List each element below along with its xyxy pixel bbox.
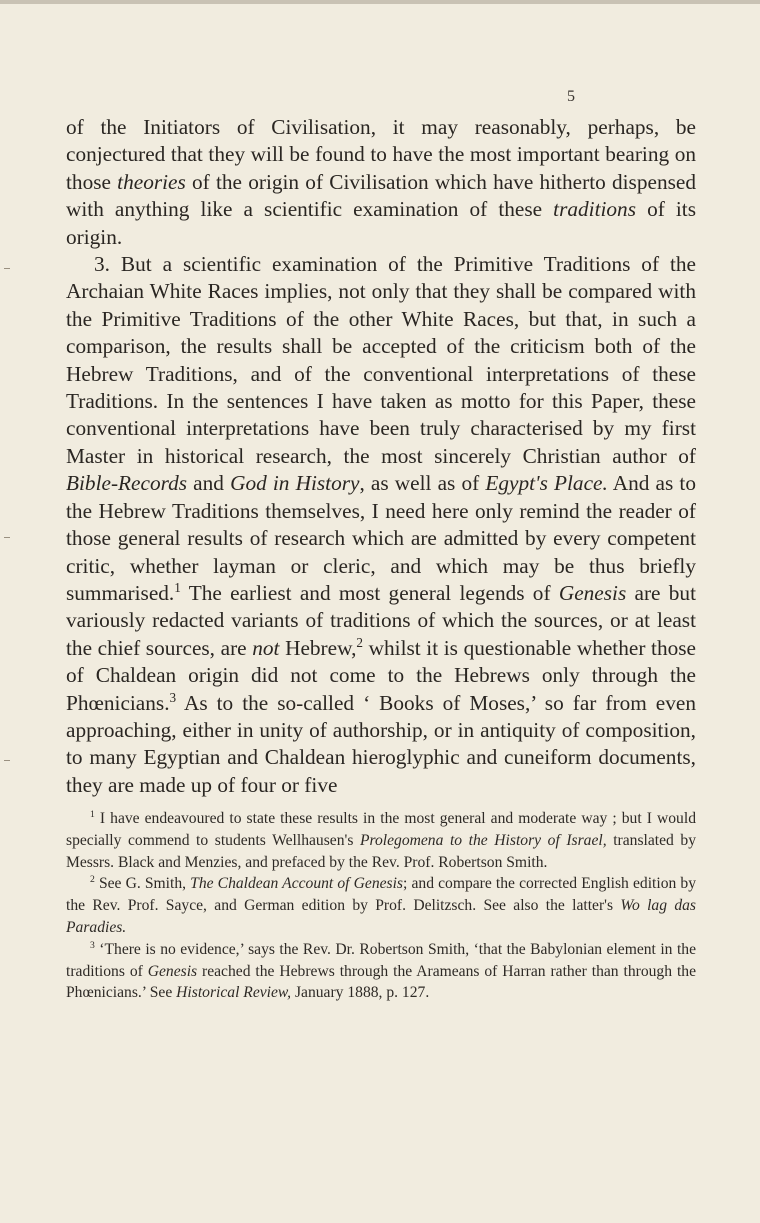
italic-run: God in History	[230, 471, 360, 496]
italic-run: Historical Review,	[176, 984, 292, 1002]
text-run: Hebrew,	[279, 635, 357, 660]
italic-run: Genesis	[558, 580, 627, 605]
footnote-1	[66, 808, 696, 873]
footnote-2	[66, 873, 696, 938]
italic-run: traditions	[553, 197, 636, 222]
italic-run: The Chaldean Account of Genesis	[190, 875, 404, 893]
footnote-mark: 3	[90, 939, 95, 951]
footnotes	[66, 808, 696, 1004]
italic-run: Wo lag das Paradies.	[66, 897, 696, 936]
page-number: 5	[567, 88, 575, 105]
text-run: of the origin of Civilisation which have hitherto dispensed with anything like a scientific examination of these	[66, 169, 696, 222]
text-run: translated by Messrs. Black and Menzies, and prefaced by the Rev. Prof. Robertson Smith.	[66, 831, 696, 871]
footnote-3	[66, 939, 696, 1004]
text-run: January 1888, p. 127.	[291, 984, 430, 1002]
footnote-ref: 1	[174, 579, 181, 595]
page-top-edge	[0, 0, 760, 4]
text-run: As to the so-called ‘ Books of Moses,’ so far from even approaching, either in unity of authorship, or in antiquity of composition, to many Egyptian and Chaldean hieroglyphic and cuneiform documents, they are made up of four or five	[66, 690, 696, 797]
text-run: 3. But a scientific examination of the Primitive Traditions of the Archaian White Races implies, not only that they shall be compared with the Primitive Traditions of the other White Races, but that, in such a comparison, the results shall be accepted of the criticism both of the Hebrew Traditions, and of the conventional interpretations of these Traditions. In the sentences I have taken as motto for this Paper, these conventional interpretations have been truly characterised by my first Master in historical research, the most sincerely Christian author of	[66, 252, 696, 468]
main-text	[66, 114, 696, 799]
footnote-mark: 1	[90, 809, 95, 821]
text-run: and	[187, 471, 231, 496]
text-run: of the Initiators of Civilisation, it may reasonably, perhaps, be conjectured that they will be found to have the most important bearing on those	[66, 115, 696, 194]
italic-run: Egypt's Place.	[485, 471, 608, 496]
paragraph-continuation	[66, 114, 696, 251]
italic-run: not	[252, 635, 280, 660]
text-run: , as well as of	[359, 471, 486, 496]
italic-run: Bible-Records	[66, 471, 188, 496]
text-run: And as to the Hebrew Traditions themselves, I need here only remind the reader of those general results of research which are admitted by every competent critic, whether layman or cleric, and which may be thus briefly summarised.	[66, 471, 696, 605]
footnote-ref: 3	[169, 689, 177, 705]
text-run: reached the Hebrews through the Arameans of Harran rather than through the Phœnicians.’ See	[66, 962, 696, 1002]
text-run: ‘There is no evidence,’ says the Rev. Dr. Robertson Smith, ‘that the Babylonian element in the traditions of	[66, 940, 696, 980]
italic-run: Prolegomena to the History of Israel,	[359, 831, 607, 849]
footnote-ref: 2	[356, 634, 364, 650]
margin-mark	[4, 760, 10, 761]
paragraph-3	[66, 251, 696, 799]
text-run: whilst it is questionable whether those of Chaldean origin did not come to the Hebrews only through the Phœnicians.	[66, 635, 696, 715]
margin-mark	[4, 268, 10, 269]
footnote-mark: 2	[90, 874, 95, 886]
italic-run: theories	[117, 169, 186, 194]
text-run: The earliest and most general legends of	[180, 580, 559, 605]
margin-mark	[4, 537, 10, 538]
text-run: See G. Smith,	[94, 875, 191, 893]
text-run: ; and compare the corrected English edition by the Rev. Prof. Sayce, and German edition by Prof. Delitzsch. See also the latter's	[66, 875, 697, 915]
italic-run: Genesis	[147, 962, 198, 980]
text-run: I have endeavoured to state these results in the most general and moderate way ; but I would specially commend to students Wellhausen's	[66, 810, 696, 849]
text-run: of its origin.	[66, 197, 696, 249]
text-run: are but variously redacted variants of traditions of which the sources, or at least the chief sources, are	[66, 580, 696, 660]
